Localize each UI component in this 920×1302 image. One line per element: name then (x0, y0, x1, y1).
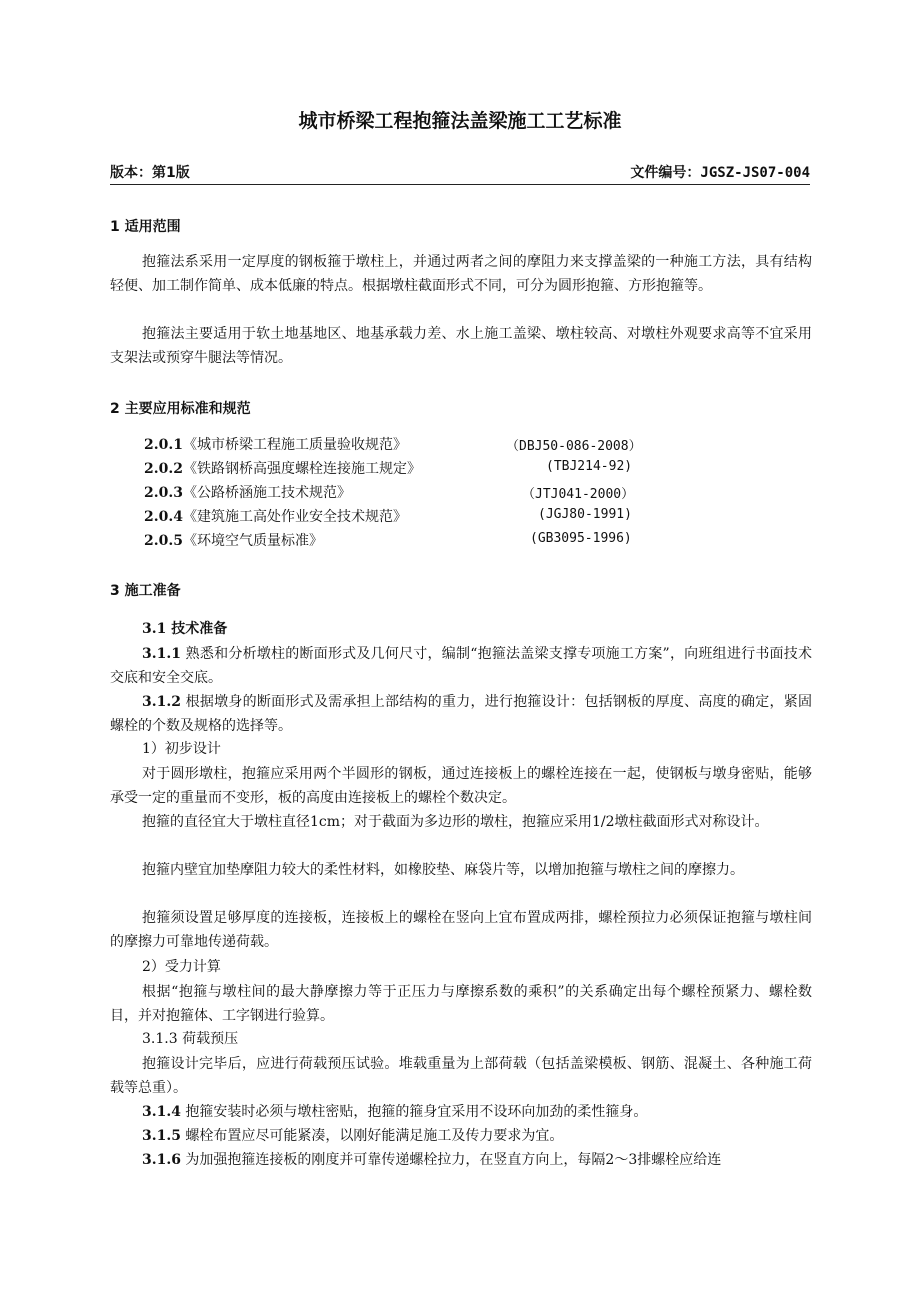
document-meta (110, 162, 810, 185)
document-title: 城市桥梁工程抱箍法盖梁施工工艺标准 (298, 110, 622, 132)
design-paragraph-1: 对于圆形墩柱，抱箍应采用两个半圆形的钢板，通过连接板上的螺栓连接在一起，使钢板与墩身密贴，能够承受一定的重量而不变形，板的高度由连接板上的螺栓个数决定。 (110, 766, 812, 806)
section-1-paragraph-1: 抱箍法系采用一定厚度的钢板箍于墩柱上，并通过两者之间的摩阻力来支撑盖梁的一种施工方法，具有结构轻便、加工制作简单、成本低廉的特点。根据墩柱截面形式不同，可分为圆形抱箍、方形抱箍等。 (110, 254, 812, 294)
clause-3-1-4: 3.1.4 抱箍安装时必须与墩柱密贴，抱箍的箍身宜采用不设环向加劲的柔性箍身。 (142, 1104, 648, 1120)
standard-item: 2.0.3《公路桥涵施工技术规范》 (144, 485, 351, 501)
design-step-1-heading: 1）初步设计 (142, 741, 221, 757)
subsection-3-1-heading: 3.1 技术准备 (142, 621, 228, 637)
standard-item: 2.0.2《铁路钢桥高强度螺栓连接施工规定》 (144, 461, 421, 477)
design-paragraph-2: 抱箍的直径宜大于墩柱直径1cm；对于截面为多边形的墩柱，抱箍应采用1/2墩柱截面形式对称设计。 (142, 814, 769, 830)
clause-3-1-5: 3.1.5 螺栓布置应尽可能紧凑，以刚好能满足施工及传力要求为宜。 (142, 1128, 564, 1144)
standard-code: (JGJ80-1991) (538, 507, 632, 522)
section-1-paragraph-2: 抱箍法主要适用于软土地基地区、地基承载力差、水上施工盖梁、墩柱较高、对墩柱外观要求高等不宜采用支架法或预穿牛腿法等情况。 (110, 326, 812, 366)
standard-code: (GB3095-1996) (530, 531, 632, 546)
design-paragraph-3: 抱箍内壁宜加垫摩阻力较大的柔性材料，如橡胶垫、麻袋片等，以增加抱箍与墩柱之间的摩擦力。 (142, 862, 744, 878)
version-label: 版本：第1版 (110, 165, 190, 181)
clause-3-1-3-heading: 3.1.3 荷载预压 (142, 1031, 239, 1047)
standard-item: 2.0.4《建筑施工高处作业安全技术规范》 (144, 509, 407, 525)
doc-number-label: 文件编号：JGSZ-JS07-004 (630, 165, 810, 181)
design-step-2-heading: 2）受力计算 (142, 959, 221, 975)
clause-3-1-2: 3.1.2 根据墩身的断面形式及需承担上部结构的重力，进行抱箍设计：包括钢板的厚度、高度的确定，紧固螺栓的个数及规格的选择等。 (110, 694, 812, 734)
section-3-heading: 3 施工准备 (110, 583, 181, 599)
standard-code: （DBJ50-086-2008） (506, 439, 642, 454)
standard-item: 2.0.1《城市桥梁工程施工质量验收规范》 (144, 437, 407, 453)
calc-paragraph: 根据“抱箍与墩柱间的最大静摩擦力等于正压力与摩擦系数的乘积”的关系确定出每个螺栓预紧力、螺栓数目，并对抱箍体、工字钢进行验算。 (110, 984, 812, 1024)
section-2-heading: 2 主要应用标准和规范 (110, 401, 251, 417)
standard-item: 2.0.5《环境空气质量标准》 (144, 533, 323, 549)
standard-code: （JTJ041-2000） (522, 487, 635, 502)
clause-3-1-1: 3.1.1 熟悉和分析墩柱的断面形式及几何尺寸，编制“抱箍法盖梁支撑专项施工方案”，向班组进行书面技术交底和安全交底。 (110, 646, 812, 686)
design-paragraph-4: 抱箍须设置足够厚度的连接板，连接板上的螺栓在竖向上宜布置成两排，螺栓预拉力必须保证抱箍与墩柱间的摩擦力可靠地传递荷载。 (110, 910, 812, 950)
section-1-heading: 1 适用范围 (110, 219, 181, 235)
clause-3-1-3-paragraph: 抱箍设计完毕后，应进行荷载预压试验。堆载重量为上部荷载（包括盖梁模板、钢筋、混凝土、各种施工荷载等总重）。 (110, 1056, 812, 1096)
standard-code: (TBJ214-92) (546, 459, 633, 474)
clause-3-1-6: 3.1.6 为加强抱箍连接板的刚度并可靠传递螺栓拉力，在竖直方向上，每隔2～3排螺栓应给连 (142, 1152, 722, 1168)
